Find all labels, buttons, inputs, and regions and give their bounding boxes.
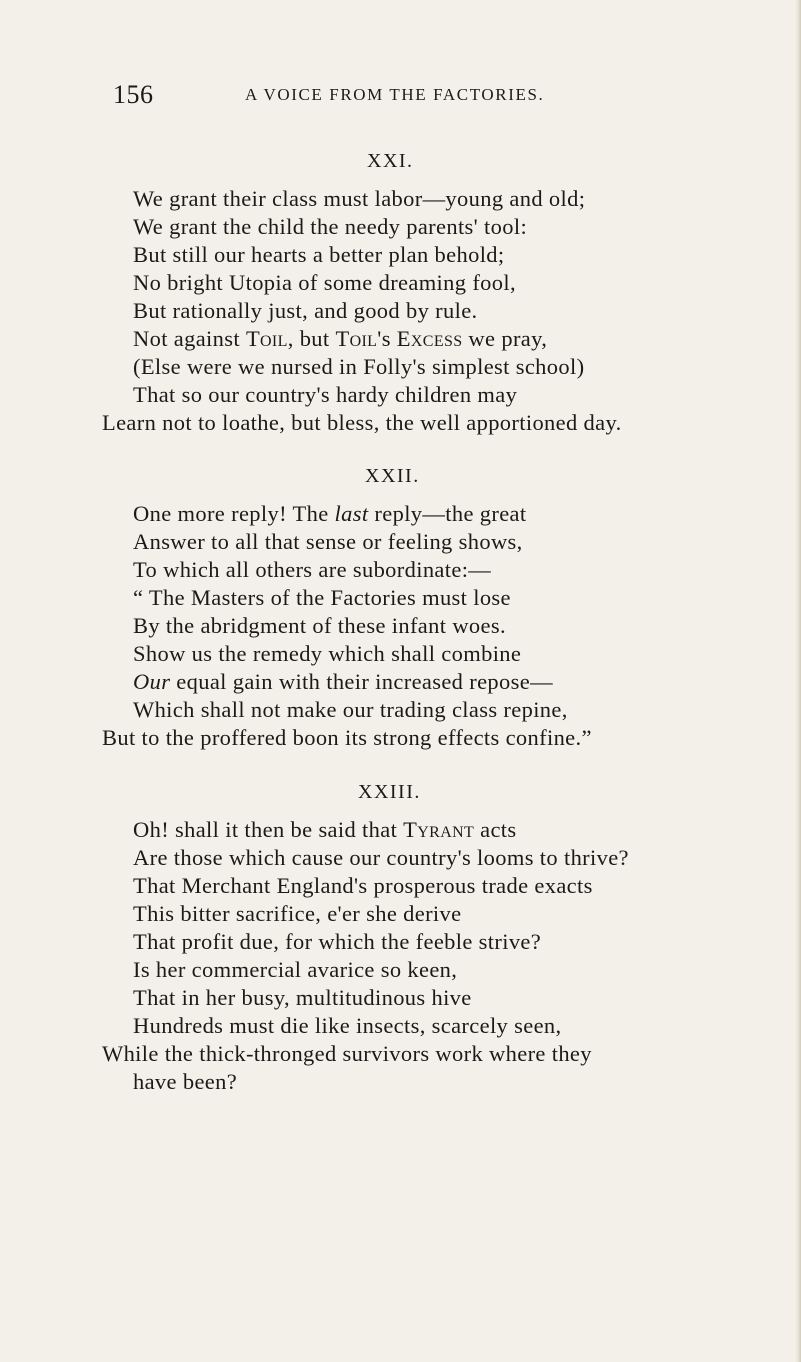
stanza-number: XXIII. <box>358 781 421 803</box>
poem-line: While the thick-thronged survivors work where they <box>102 1041 592 1066</box>
page-edge-shadow <box>795 0 801 1362</box>
poem-line <box>133 501 526 527</box>
poem-line: No bright Utopia of some dreaming fool, <box>133 270 516 295</box>
stanza-number: XXI. <box>367 150 414 172</box>
poem-line: Are those which cause our country's looms to thrive? <box>133 845 629 870</box>
poem-line: Which shall not make our trading class repine, <box>133 697 568 722</box>
line-text: reply—the great <box>368 501 527 526</box>
poem-line: That in her busy, multitudinous hive <box>133 985 472 1010</box>
small-caps-word: Tyrant <box>403 817 475 842</box>
poem-line: But to the proffered boon its strong effects confine.” <box>102 725 592 750</box>
italic-word: Our <box>133 669 171 694</box>
poem-line: But rationally just, and good by rule. <box>133 298 478 323</box>
line-text: Oh! shall it then be said that <box>133 817 404 842</box>
poem-line: Hundreds must die like insects, scarcely seen, <box>133 1013 562 1038</box>
stanza-number: XXII. <box>365 465 420 487</box>
poem-line <box>133 817 517 843</box>
line-text: , but <box>287 326 336 351</box>
poem-line <box>133 669 553 695</box>
page-number: 156 <box>113 80 154 109</box>
poem-line: We grant their class must labor—young and old; <box>133 186 586 211</box>
poem-line: Is her commercial avarice so keen, <box>133 957 458 982</box>
running-title: A VOICE FROM THE FACTORIES. <box>245 85 545 104</box>
poem-line: By the abridgment of these infant woes. <box>133 613 506 638</box>
poem-line <box>133 326 547 352</box>
poem-line: That so our country's hardy children may <box>133 382 518 407</box>
small-caps-word: Excess <box>396 326 463 351</box>
poem-line: This bitter sacrifice, e'er she derive <box>133 901 462 926</box>
small-caps-word: Toil <box>245 326 288 351</box>
line-text: 's <box>377 326 397 351</box>
poem-line: have been? <box>133 1069 238 1094</box>
italic-word: last <box>334 501 369 526</box>
page-header <box>0 80 801 110</box>
poem-line: (Else were we nursed in Folly's simplest school) <box>133 354 585 379</box>
poem-line: That profit due, for which the feeble strive? <box>133 929 542 954</box>
poem-line: Answer to all that sense or feeling shows, <box>133 529 523 554</box>
poem-line: Show us the remedy which shall combine <box>133 641 522 666</box>
line-text: acts <box>474 817 517 842</box>
poem-line: We grant the child the needy parents' tool: <box>133 214 528 239</box>
line-text: One more reply! The <box>133 501 335 526</box>
poem-line: Learn not to loathe, but bless, the well apportioned day. <box>102 410 622 435</box>
poem-line: But still our hearts a better plan behold; <box>133 242 505 267</box>
poem-line: To which all others are subordinate:— <box>133 557 492 582</box>
line-text: equal gain with their increased repose— <box>170 669 553 694</box>
poem-line: “ The Masters of the Factories must lose <box>133 585 511 610</box>
line-text: we pray, <box>462 326 548 351</box>
poem-line: That Merchant England's prosperous trade exacts <box>133 873 593 898</box>
line-text: Not against <box>133 326 246 351</box>
small-caps-word: Toil <box>335 326 378 351</box>
